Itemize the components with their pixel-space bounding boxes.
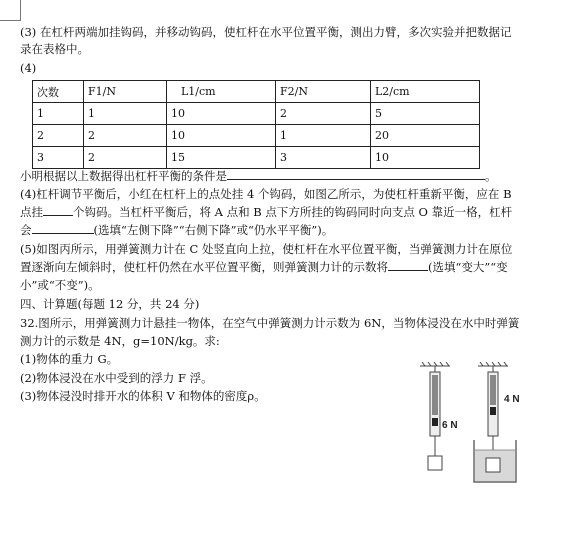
- page-corner-mark: [0, 0, 21, 21]
- answer-blank: [227, 168, 485, 180]
- para3-line1: (3) 在杠杆两端加挂钩码，并移动钩码，使杠杆在水平位置平衡，测出力臂，多次实验并把数据记: [20, 25, 512, 39]
- right-scale-pointer: [490, 407, 496, 415]
- spring-scale-figure: [412, 362, 542, 492]
- answer-blank: [388, 259, 428, 271]
- table-header: L1/cm: [167, 81, 276, 103]
- section-heading: 四、计算题(每题 12 分，共 24 分): [20, 297, 200, 311]
- table-cell: 10: [167, 125, 276, 147]
- q32-sub3: (3)物体浸没时排开水的体积 V 和物体的密度ρ。: [20, 389, 266, 403]
- table-cell: 3: [33, 147, 84, 169]
- q5-text: 置逐渐向左倾斜时，使杠杆仍然在水平位置平衡，则弹簧测力计的示数将: [20, 260, 388, 274]
- table-header-row: [33, 81, 480, 103]
- q32-sub1: (1)物体的重力 G。: [20, 352, 119, 366]
- q4-text: (选填“左侧下降”“右侧下降”或“仍水平平衡”)。: [93, 223, 334, 237]
- table-cell: 2: [33, 125, 84, 147]
- table-cell: 2: [276, 103, 371, 125]
- q32-sub2: (2)物体浸没在水中受到的浮力 F 浮。: [20, 371, 213, 385]
- table-cell: 10: [371, 147, 480, 169]
- q4-line3: [20, 222, 333, 238]
- table-cell: 5: [371, 103, 480, 125]
- answer-blank: [32, 222, 94, 234]
- table-row: [33, 103, 480, 125]
- table-cell: 2: [84, 147, 167, 169]
- conclusion-line: [20, 168, 497, 184]
- q5-line1: (5)如图丙所示，用弹簧测力计在 C 处竖直向上拉，使杠杆在水平位置平衡，当弹簧测力计在原位: [20, 242, 513, 256]
- water-reading-label: 4 N: [504, 394, 520, 405]
- table-cell: 1: [276, 125, 371, 147]
- q32-line1: 32.图所示，用弹簧测力计悬挂一物体，在空气中弹簧测力计示数为 6N，当物体浸没在水中时弹簧: [20, 316, 520, 330]
- right-scale-inner: [490, 375, 496, 405]
- left-object-block: [428, 456, 442, 470]
- q5-line3: 小”或“不变”)。: [20, 278, 100, 292]
- table-cell: 2: [84, 125, 167, 147]
- table-cell: 1: [33, 103, 84, 125]
- data-table: [32, 80, 480, 169]
- q4-text: 会: [20, 223, 32, 237]
- q5-text: (选填“变大”“变: [428, 260, 508, 274]
- q4-text: 点挂: [20, 205, 43, 219]
- conclusion-end: 。: [485, 169, 497, 183]
- right-object-block: [486, 458, 500, 472]
- table-cell: 3: [276, 147, 371, 169]
- table-header: L2/cm: [371, 81, 480, 103]
- table-cell: 1: [84, 103, 167, 125]
- para3-line2: 录在表格中。: [20, 42, 89, 56]
- q4-line1: (4)杠杆调节平衡后，小红在杠杆上的点处挂 4 个钩码，如图乙所示，为使杠杆重新平衡，应在 B: [20, 187, 512, 201]
- left-ceiling-mount: [420, 362, 450, 372]
- table-header: F1/N: [84, 81, 167, 103]
- table-header: F2/N: [276, 81, 371, 103]
- table-header: 次数: [33, 81, 84, 103]
- left-scale-inner: [432, 375, 438, 415]
- q32-line2: 测力计的示数是 4N，g=10N/kg。求:: [20, 334, 220, 348]
- answer-blank: [43, 204, 73, 216]
- table-cell: 15: [167, 147, 276, 169]
- q5-line2: [20, 259, 508, 275]
- air-reading-label: 6 N: [442, 420, 458, 431]
- table-row: [33, 147, 480, 169]
- table-cell: 20: [371, 125, 480, 147]
- label-4: (4): [20, 61, 37, 75]
- conclusion-text: 小明根据以上数据得出杠杆平衡的条件是: [20, 169, 227, 183]
- table-row: [33, 125, 480, 147]
- left-scale-pointer: [432, 418, 438, 426]
- table-cell: 10: [167, 103, 276, 125]
- q4-line2: [20, 204, 512, 220]
- q4-text: 个钩码。当杠杆平衡后，将 A 点和 B 点下方所挂的钩码同时向支点 O 靠近一格，杠杆: [73, 205, 513, 219]
- right-ceiling-mount: [478, 362, 508, 372]
